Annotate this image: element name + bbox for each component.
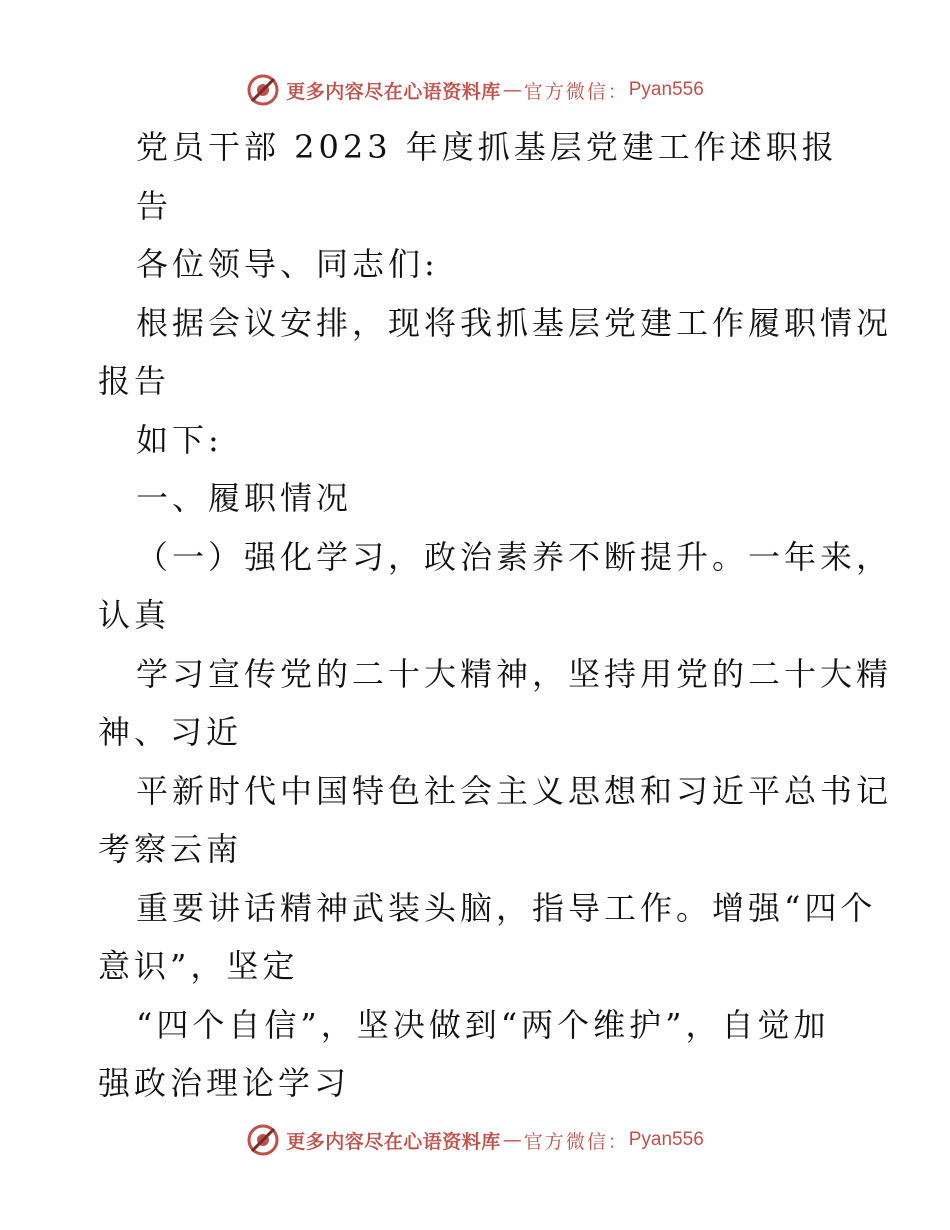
banner-wechat-label: 官方微信： (523, 80, 629, 103)
body-line: 报告 (98, 362, 171, 400)
body-line: 学习宣传党的二十大精神，坚持用党的二十大精 (136, 654, 893, 693)
document-title-line: 党员干部 2023 年度抓基层党建工作述职报 (136, 128, 838, 166)
body-line: 神、习近 (98, 713, 243, 751)
subsection-heading: （一）强化学习，政治素养不断提升。一年来， (136, 537, 893, 576)
banner-wechat-id: Pyan556 (628, 79, 704, 100)
banner-wechat-label: 官方微信： (523, 1130, 629, 1153)
header-watermark-banner (0, 70, 950, 110)
body-line: 认真 (98, 596, 171, 634)
brand-logo-icon (246, 73, 280, 107)
body-line: 平新时代中国特色社会主义思想和习近平总书记 (136, 771, 893, 810)
document-title-line: 告 (136, 186, 173, 225)
brand-logo-icon (246, 1123, 280, 1157)
banner-promo-text: 更多内容尽在心语资料库 (286, 80, 501, 103)
banner-dash: — (502, 1129, 522, 1151)
body-line: 如下: (136, 420, 223, 459)
footer-watermark-banner (0, 1120, 950, 1160)
body-line: 意识”，坚定 (98, 947, 299, 985)
banner-promo-text: 更多内容尽在心语资料库 (286, 1130, 501, 1153)
body-line: 根据会议安排，现将我抓基层党建工作履职情况 (136, 303, 893, 342)
body-line: 重要讲话精神武装头脑，指导工作。增强“四个 (136, 888, 877, 927)
banner-dash: — (502, 79, 522, 101)
document-body (98, 118, 893, 1113)
body-line: 强政治理论学习 (98, 1064, 351, 1102)
section-heading: 一、履职情况 (136, 479, 353, 517)
body-line: 考察云南 (98, 830, 243, 868)
banner-wechat-id: Pyan556 (628, 1129, 704, 1150)
body-line: “四个自信”，坚决做到“两个维护”，自觉加 (136, 1005, 830, 1044)
salutation: 各位领导、同志们: (136, 245, 439, 283)
